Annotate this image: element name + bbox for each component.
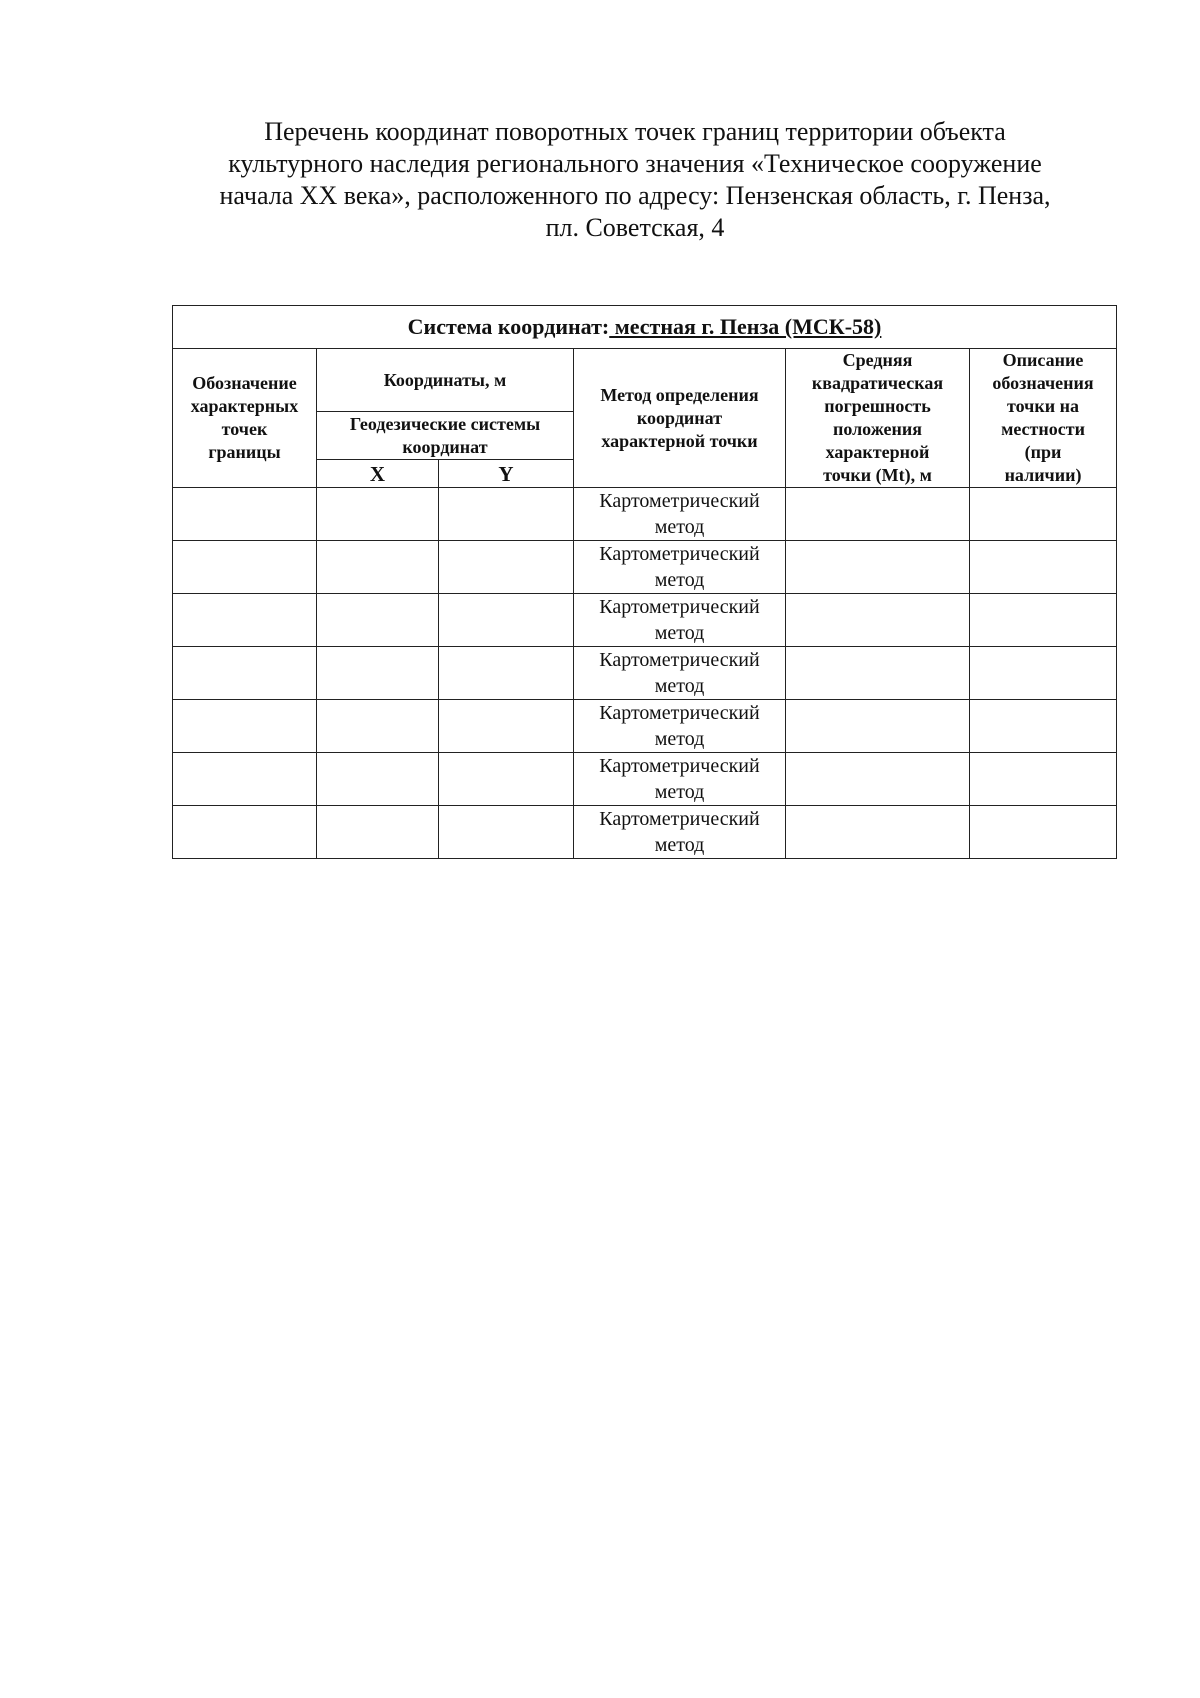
cell-method bbox=[574, 541, 786, 594]
cell-error bbox=[786, 647, 970, 700]
cell-method bbox=[574, 753, 786, 806]
cell-designation bbox=[173, 700, 317, 753]
cell-x bbox=[317, 594, 439, 647]
method-text: Картометрический bbox=[599, 543, 760, 565]
header-text: Описание bbox=[1002, 350, 1084, 370]
cell-y bbox=[439, 806, 574, 859]
header-geodetic bbox=[317, 412, 574, 460]
cell-y bbox=[439, 753, 574, 806]
cell-x bbox=[317, 700, 439, 753]
method-text: метод bbox=[654, 781, 705, 803]
cell-description bbox=[970, 647, 1117, 700]
method-text: метод bbox=[654, 675, 705, 697]
header-text: местности bbox=[1001, 419, 1085, 439]
cell-y bbox=[439, 541, 574, 594]
cell-description bbox=[970, 541, 1117, 594]
table-body bbox=[173, 488, 1117, 859]
table-row bbox=[173, 647, 1117, 700]
cell-designation bbox=[173, 647, 317, 700]
method-text: Картометрический bbox=[599, 596, 760, 618]
cell-method bbox=[574, 647, 786, 700]
table-row bbox=[173, 488, 1117, 541]
header-description bbox=[970, 349, 1117, 488]
header-text: наличии) bbox=[1004, 465, 1082, 485]
title-line: Перечень координат поворотных точек границ территории объекта bbox=[264, 117, 1006, 146]
cell-error bbox=[786, 594, 970, 647]
header-text: координат bbox=[402, 436, 488, 457]
cell-y bbox=[439, 700, 574, 753]
header-error bbox=[786, 349, 970, 488]
cell-description bbox=[970, 700, 1117, 753]
cell-method bbox=[574, 488, 786, 541]
header-text: квадратическая bbox=[811, 373, 944, 393]
header-text: (при bbox=[1024, 442, 1062, 462]
title-line: начала XX века», расположенного по адресу: Пензенская область, г. Пенза, bbox=[219, 181, 1051, 210]
header-row-top bbox=[173, 349, 1117, 412]
cell-x bbox=[317, 488, 439, 541]
cell-y bbox=[439, 594, 574, 647]
header-text: обозначения bbox=[992, 373, 1094, 393]
table-row bbox=[173, 806, 1117, 859]
cell-x bbox=[317, 647, 439, 700]
table-row bbox=[173, 541, 1117, 594]
header-text: характерных bbox=[190, 396, 299, 416]
header-text: координат bbox=[636, 407, 723, 428]
coordinate-system-header bbox=[173, 306, 1117, 349]
header-text: границы bbox=[208, 442, 281, 462]
cell-x bbox=[317, 753, 439, 806]
title-line: культурного наследия регионального значения «Техническое сооружение bbox=[228, 149, 1042, 178]
header-designation bbox=[173, 349, 317, 488]
header-text: Обозначение bbox=[192, 373, 297, 393]
cell-method bbox=[574, 700, 786, 753]
title-line: пл. Советская, 4 bbox=[545, 213, 725, 242]
cell-error bbox=[786, 806, 970, 859]
header-text: положения bbox=[832, 419, 923, 439]
header-text: Средняя bbox=[842, 350, 913, 370]
method-text: Картометрический bbox=[599, 808, 760, 830]
cell-designation bbox=[173, 488, 317, 541]
coordinate-system-name: местная г. Пенза (МСК-58) bbox=[609, 314, 882, 339]
coordinates-table bbox=[172, 305, 1117, 859]
header-coordinates: Координаты, м bbox=[317, 349, 574, 412]
method-text: Картометрический bbox=[599, 755, 760, 777]
table-row bbox=[173, 700, 1117, 753]
cell-description bbox=[970, 806, 1117, 859]
header-method bbox=[574, 349, 786, 488]
cell-y bbox=[439, 647, 574, 700]
method-text: метод bbox=[654, 569, 705, 591]
cell-method bbox=[574, 594, 786, 647]
cell-designation bbox=[173, 594, 317, 647]
cell-designation bbox=[173, 753, 317, 806]
cell-error bbox=[786, 541, 970, 594]
cell-designation bbox=[173, 541, 317, 594]
cell-error bbox=[786, 700, 970, 753]
cell-x bbox=[317, 541, 439, 594]
cell-error bbox=[786, 488, 970, 541]
cell-description bbox=[970, 488, 1117, 541]
cell-designation bbox=[173, 806, 317, 859]
header-x: X bbox=[317, 460, 439, 488]
method-text: Картометрический bbox=[599, 702, 760, 724]
method-text: метод bbox=[654, 834, 705, 856]
document-title bbox=[170, 116, 1100, 244]
table-row bbox=[173, 753, 1117, 806]
header-text: точки (Mt), м bbox=[823, 465, 932, 485]
cell-y bbox=[439, 488, 574, 541]
method-text: метод bbox=[654, 516, 705, 538]
cell-description bbox=[970, 594, 1117, 647]
cell-x bbox=[317, 806, 439, 859]
header-text: погрешность bbox=[824, 396, 931, 416]
header-y: Y bbox=[439, 460, 574, 488]
table-row bbox=[173, 594, 1117, 647]
cell-error bbox=[786, 753, 970, 806]
header-text: Метод определения bbox=[600, 384, 759, 405]
header-text: Геодезические системы bbox=[349, 413, 541, 434]
header-text: характерной bbox=[825, 442, 930, 462]
cell-description bbox=[970, 753, 1117, 806]
header-text: точки на bbox=[1007, 396, 1079, 416]
coordinate-system-label: Система координат: bbox=[407, 314, 610, 339]
header-text: характерной точки bbox=[601, 430, 758, 451]
method-text: Картометрический bbox=[599, 490, 760, 512]
method-text: Картометрический bbox=[599, 649, 760, 671]
coordinate-system-row bbox=[173, 306, 1117, 349]
method-text: метод bbox=[654, 622, 705, 644]
cell-method bbox=[574, 806, 786, 859]
method-text: метод bbox=[654, 728, 705, 750]
header-text: точек bbox=[221, 419, 268, 439]
